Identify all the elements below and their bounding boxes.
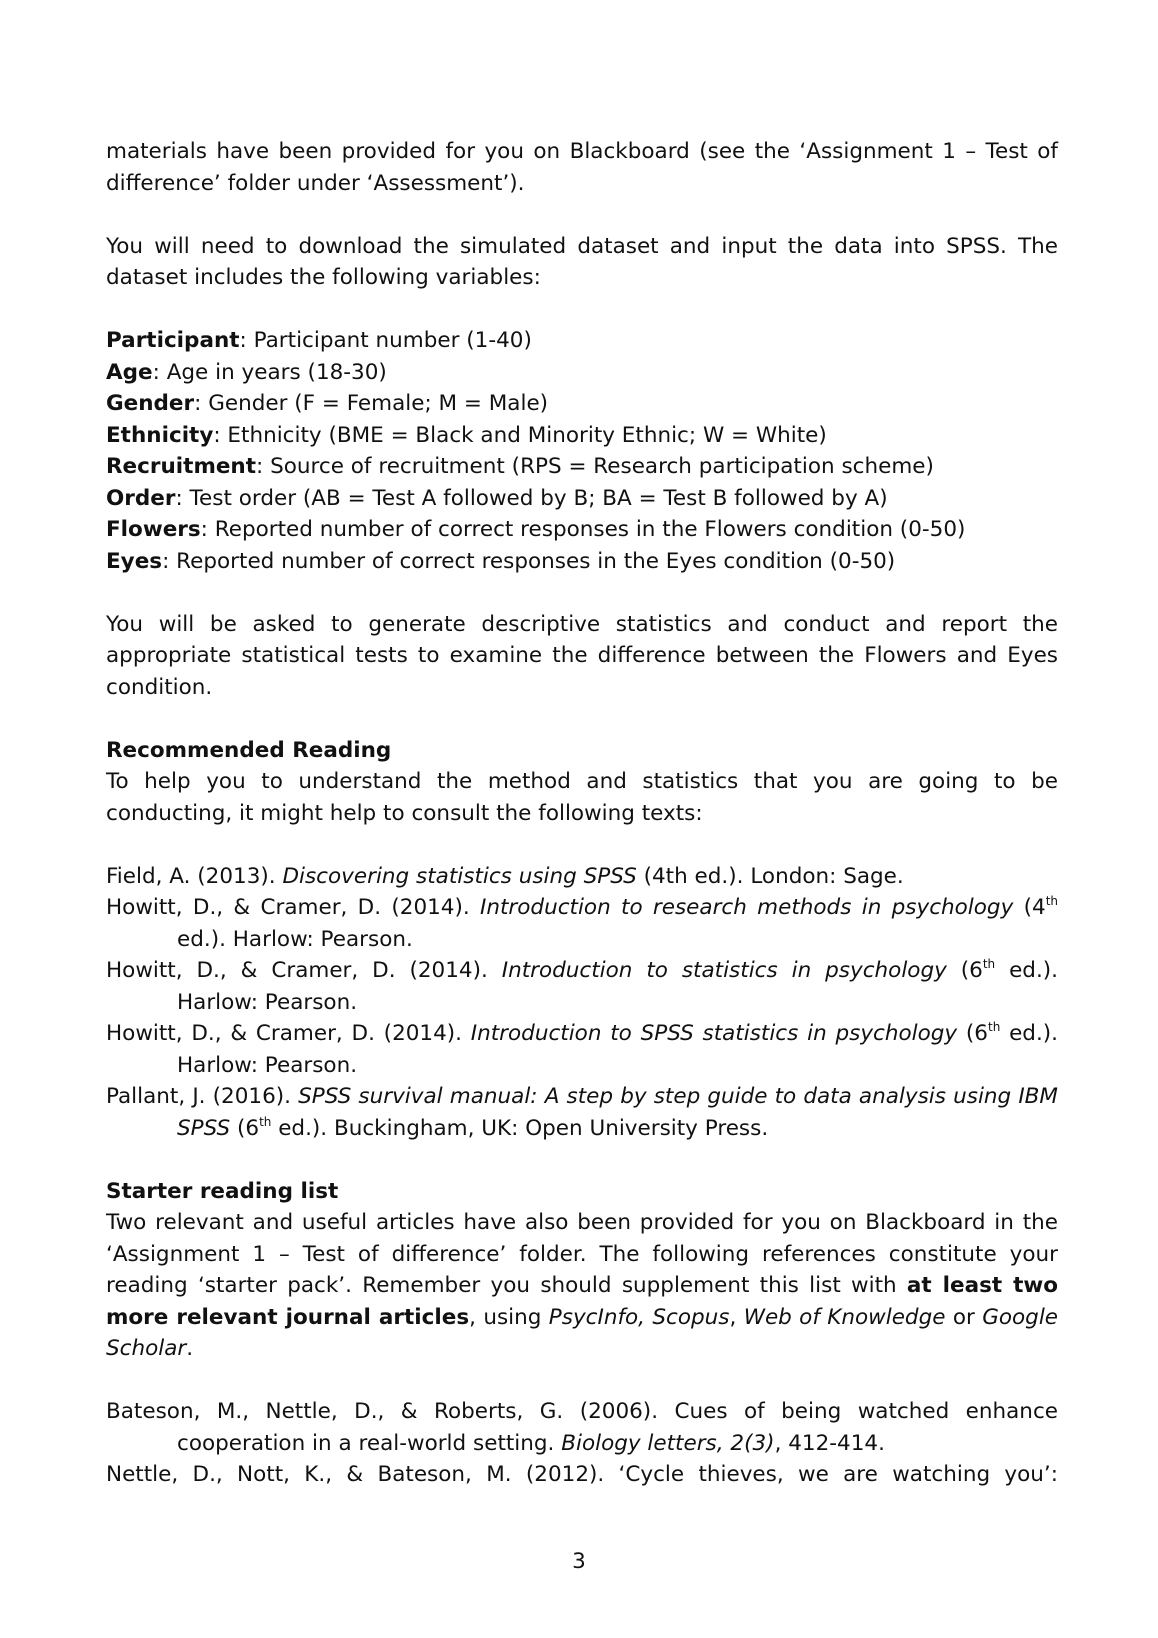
spacer	[106, 294, 1058, 326]
superscript: th	[987, 1020, 1001, 1034]
reference-publisher: ed.). Harlow: Pearson.	[177, 958, 1059, 1015]
reference-title: Introduction to SPSS statistics in psychology	[470, 1021, 958, 1046]
variable-description: : Gender (F = Female; M = Male)	[194, 391, 549, 416]
superscript: th	[1045, 894, 1059, 908]
reference-item	[106, 1396, 1058, 1459]
variable-description: : Age in years (18-30)	[152, 359, 387, 385]
starter-paragraph	[106, 1207, 1058, 1365]
reference-item	[106, 1081, 1058, 1144]
variable-description: : Participant number (1-40)	[239, 328, 532, 353]
variable-item	[106, 546, 1058, 578]
reference-title: Introduction to research methods in psychology	[480, 895, 1014, 920]
task-paragraph: You will be asked to generate descriptive statistics and conduct and report the appropriate statistical tests to examine the difference between the Flowers and Eyes condition.	[106, 611, 1058, 700]
variable-item	[106, 357, 1058, 389]
reference-edition: (6	[946, 958, 983, 983]
reference-authors: Field, A. (2013).	[106, 863, 283, 889]
reference-citation: Bateson, M., Nettle, D., & Roberts, G. (2006). Cues of being watched enhance cooperation in a real-world setting.	[106, 1399, 1058, 1456]
starter-reference-list	[106, 1396, 1058, 1491]
reference-title: Introduction to statistics in psychology	[501, 958, 947, 983]
page-number: 3	[572, 1549, 586, 1574]
recommended-reference-list	[106, 861, 1058, 1145]
reference-edition: (6	[957, 1021, 988, 1046]
database-name: PsycInfo, Scopus	[548, 1304, 730, 1330]
starter-reading-heading: Starter reading list	[106, 1178, 339, 1204]
variable-name: Recruitment	[106, 454, 257, 479]
variable-name: Flowers	[106, 517, 201, 542]
variable-description: : Ethnicity (BME = Black and Minority Ethnic; W = White)	[213, 422, 827, 448]
reference-item	[106, 1459, 1058, 1491]
spacer	[106, 703, 1058, 735]
materials-paragraph: materials have been provided for you on Blackboard (see the ‘Assignment 1 – Test of difference’ folder under ‘Assessment’).	[106, 139, 1058, 196]
reference-pages: , 412-414.	[774, 1430, 885, 1456]
reference-title: SPSS survival manual: A step by step guide to data analysis using IBM SPSS	[177, 1084, 1058, 1141]
reference-citation: Nettle, D., Nott, K., & Bateson, M. (2012). ‘Cycle thieves, we are watching you’:	[106, 1462, 1058, 1487]
download-paragraph: You will need to download the simulated dataset and input the data into SPSS. The dataset includes the following variables:	[106, 233, 1058, 290]
reference-edition: (4	[1013, 895, 1046, 920]
variable-item	[106, 514, 1058, 546]
variable-name: Participant	[106, 328, 240, 353]
reference-authors: Howitt, D., & Cramer, D. (2014).	[106, 958, 502, 983]
reference-publisher: ed.). Harlow: Pearson.	[177, 1021, 1058, 1078]
reference-publisher: (4th ed.). London: Sage.	[636, 863, 904, 889]
reference-edition: (6	[230, 1115, 260, 1141]
reference-title: Discovering statistics using SPSS	[282, 863, 637, 889]
reference-publisher: ed.). Buckingham, UK: Open University Press.	[271, 1115, 769, 1141]
reference-item	[106, 955, 1058, 1018]
database-name: Google Scholar	[106, 1304, 1059, 1361]
variable-item	[106, 483, 1058, 515]
superscript: th	[982, 957, 996, 971]
spacer	[106, 577, 1058, 609]
variable-name: Age	[106, 359, 153, 385]
document-page	[106, 136, 1058, 1491]
variable-item	[106, 325, 1058, 357]
variable-name: Eyes	[106, 548, 163, 574]
recommended-intro: To help you to understand the method and statistics that you are going to be conducting, it might help to consult the following texts:	[106, 769, 1058, 826]
recommended-reading-heading: Recommended Reading	[106, 737, 392, 763]
variable-description: : Test order (AB = Test A followed by B; BA = Test B followed by A)	[175, 485, 888, 511]
reference-item	[106, 861, 1058, 893]
variable-description: : Reported number of correct responses in the Flowers condition (0-50)	[200, 517, 966, 542]
variable-item	[106, 388, 1058, 420]
database-name: Web of Knowledge	[743, 1304, 946, 1330]
variable-name: Ethnicity	[106, 422, 214, 448]
variable-item	[106, 451, 1058, 483]
spacer	[106, 829, 1058, 861]
variable-name: Gender	[106, 391, 195, 416]
conjunction: or	[945, 1304, 983, 1330]
spacer	[106, 1144, 1058, 1176]
reference-item	[106, 892, 1058, 955]
reference-authors: Howitt, D., & Cramer, D. (2014).	[106, 1021, 471, 1046]
punctuation: .	[186, 1336, 194, 1361]
reference-authors: Pallant, J. (2016).	[106, 1084, 299, 1109]
starter-text: Two relevant and useful articles have also been provided for you on Blackboard in the ‘Assignment 1 – Test of difference’ folder. The following references constitute your reading ‘starter pack’. Remember you should supplement this list with	[106, 1210, 1058, 1298]
spacer	[106, 199, 1058, 231]
starter-text: , using	[469, 1304, 549, 1330]
punctuation: ,	[729, 1304, 744, 1330]
variable-description: : Source of recruitment (RPS = Research participation scheme)	[256, 454, 934, 479]
superscript: th	[259, 1114, 272, 1129]
variable-description: : Reported number of correct responses in the Eyes condition (0-50)	[162, 548, 896, 574]
variable-item	[106, 420, 1058, 452]
reference-journal: Biology letters, 2(3)	[561, 1430, 775, 1456]
variable-name: Order	[106, 485, 176, 511]
variable-list	[106, 325, 1058, 577]
reference-authors: Howitt, D., & Cramer, D. (2014).	[106, 895, 481, 920]
reference-item	[106, 1018, 1058, 1081]
spacer	[106, 1365, 1058, 1397]
reference-publisher: ed.). Harlow: Pearson.	[177, 926, 413, 952]
emphasis-text: at least two more relevant journal articles	[106, 1273, 1059, 1330]
